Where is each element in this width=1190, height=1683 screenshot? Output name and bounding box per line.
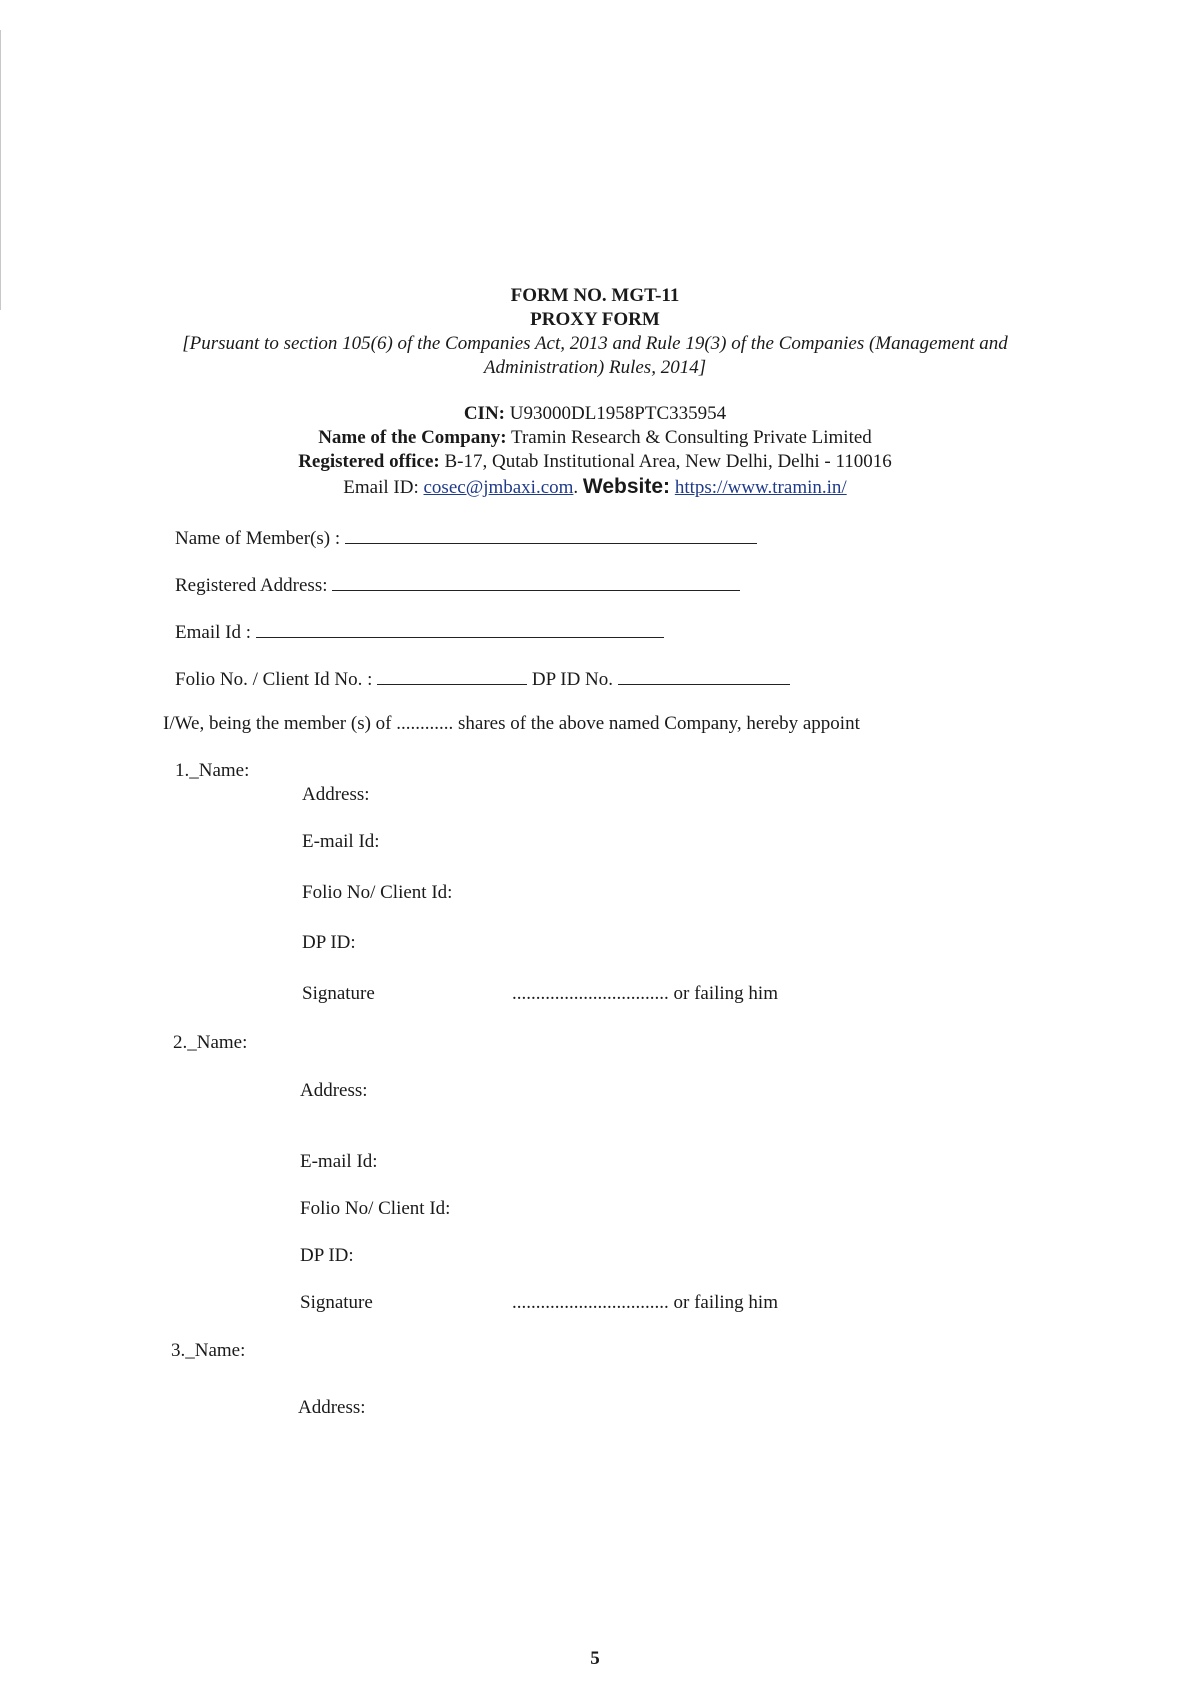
proxy-1-address-label: Address: [302, 784, 370, 805]
folio-label: Folio No. / Client Id No. : [175, 669, 373, 690]
proxy-2-dp-label: DP ID: [300, 1245, 354, 1266]
proxy-1-folio-label: Folio No/ Client Id: [302, 882, 453, 903]
email-suffix: . [573, 477, 579, 498]
registered-office-value: B-17, Qutab Institutional Area, New Delhi, Delhi - 110016 [444, 451, 892, 472]
cin-line [0, 403, 1190, 425]
member-email-row [175, 619, 664, 644]
dp-id-field[interactable] [618, 666, 790, 685]
proxy-1-signature-label: Signature [302, 983, 375, 1004]
pursuant-line-1: [Pursuant to section 105(6) of the Companies Act, 2013 and Rule 19(3) of the Companies (Management and [182, 333, 1008, 354]
registered-address-row [175, 572, 740, 597]
pursuant-line-2: Administration) Rules, 2014] [483, 357, 707, 378]
member-name-row [175, 525, 757, 550]
proxy-2-email-label: E-mail Id: [300, 1151, 378, 1172]
member-email-label: Email Id : [175, 622, 251, 643]
member-email-field[interactable] [256, 619, 664, 638]
company-email-link[interactable]: cosec@jmbaxi.com [423, 477, 574, 498]
appoint-statement: I/We, being the member (s) of ............ shares of the above named Company, hereby appoint [163, 713, 860, 734]
company-name-label: Name of the Company: [318, 427, 507, 448]
registered-office-label: Registered office: [298, 451, 440, 472]
dp-id-label: DP ID No. [531, 669, 614, 690]
proxy-2-signature-label: Signature [300, 1292, 373, 1313]
company-website-link[interactable]: https://www.tramin.in/ [674, 477, 847, 498]
registered-address-label: Registered Address: [175, 575, 328, 596]
company-name-value: Tramin Research & Consulting Private Limited [511, 427, 872, 448]
registered-office-line [0, 451, 1190, 473]
cin-label: CIN: [463, 403, 505, 424]
page-edge-line [0, 30, 1, 310]
company-name-line [0, 427, 1190, 449]
contact-line [0, 475, 1190, 499]
proxy-1-failing-text: ................................. or failing him [512, 983, 778, 1004]
cin-value: U93000DL1958PTC335954 [509, 403, 727, 424]
page-number: 5 [590, 1648, 600, 1669]
proxy-2-name-label: 2._Name: [173, 1032, 248, 1053]
proxy-1-name-label: 1._Name: [175, 760, 250, 781]
proxy-2-failing-text: ................................. or failing him [512, 1292, 778, 1313]
website-label: Website: [582, 475, 671, 498]
proxy-2-folio-label: Folio No/ Client Id: [300, 1198, 451, 1219]
proxy-1-dp-label: DP ID: [302, 932, 356, 953]
folio-field[interactable] [377, 666, 527, 685]
member-name-field[interactable] [345, 525, 757, 544]
form-number: FORM NO. MGT-11 [510, 285, 680, 306]
proxy-1-email-label: E-mail Id: [302, 831, 380, 852]
proxy-2-address-label: Address: [300, 1080, 368, 1101]
member-name-label: Name of Member(s) : [175, 528, 341, 549]
folio-dp-row [175, 666, 790, 691]
form-title: PROXY FORM [530, 309, 660, 330]
proxy-3-address-label: Address: [298, 1397, 366, 1418]
email-label: Email ID: [343, 477, 419, 498]
registered-address-field[interactable] [332, 572, 740, 591]
proxy-3-name-label: 3._Name: [171, 1340, 246, 1361]
